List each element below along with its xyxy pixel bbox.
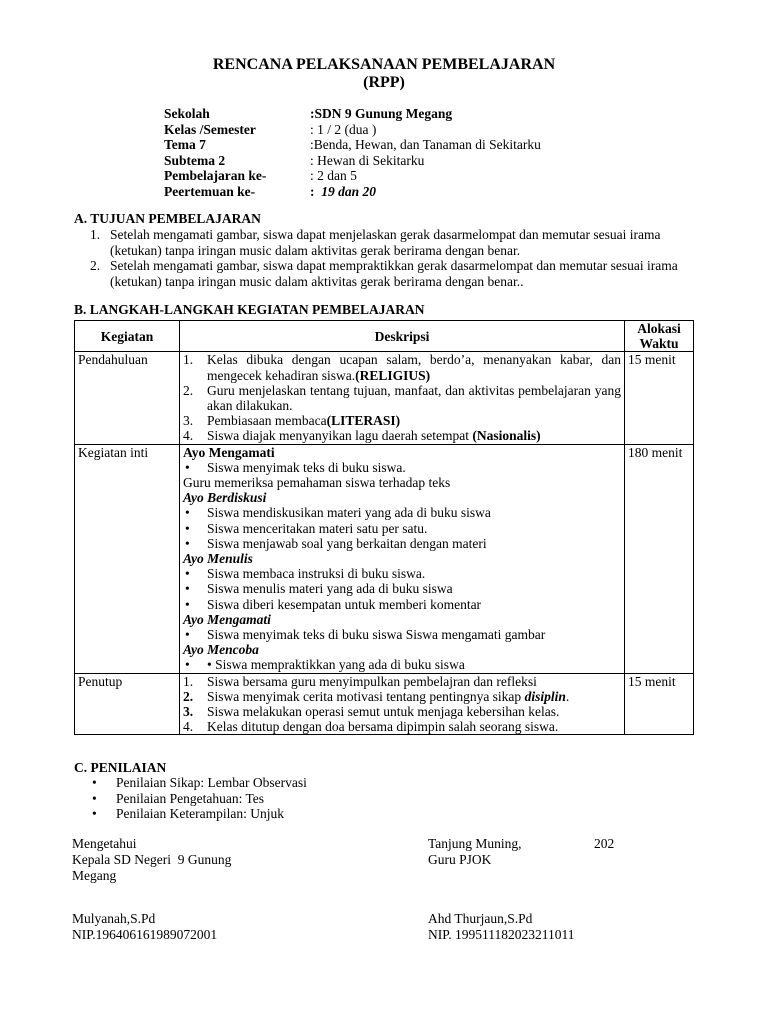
objective-item (90, 258, 690, 289)
bullet-icon: • (185, 581, 190, 597)
list-item (92, 775, 307, 791)
info-label: Pembelajaran ke- (164, 168, 267, 183)
item-number: 1. (90, 227, 101, 242)
activity-time: 180 menit (625, 444, 694, 673)
list-item (92, 791, 307, 807)
info-value: : Hewan di Sekitarku (310, 152, 425, 168)
table-row-pendahuluan (75, 352, 694, 444)
list-item (183, 352, 621, 382)
list-item (183, 719, 621, 734)
info-label: Tema 7 (164, 137, 206, 152)
subheading: Ayo Menulis (183, 551, 253, 567)
activity-description (180, 444, 625, 673)
list-item (183, 597, 621, 612)
value-tag: (LITERASI) (326, 413, 401, 429)
item-text: • Siswa mempraktikkan yang ada di buku siswa (207, 657, 465, 673)
list-item (183, 657, 621, 672)
info-value-prefix: : (310, 183, 322, 199)
signature-right-role: Guru PJOK (428, 852, 492, 867)
table-row-penutup (75, 673, 694, 735)
item-text: Siswa menulis materi yang ada di buku siswa (207, 581, 453, 597)
item-number: 1. (183, 673, 194, 689)
section-b-heading: B. LANGKAH-LANGKAH KEGIATAN PEMBELAJARAN (74, 302, 425, 317)
item-text: Kelas ditutup dengan doa bersama dipimpin salah seorang siswa. (207, 719, 559, 735)
list-item (92, 806, 307, 822)
signature-right-identity (428, 911, 575, 943)
signature-left-line2: Kepala SD Negeri 9 Gunung (72, 852, 232, 867)
info-value: : 1 / 2 (dua ) (310, 121, 377, 137)
bullet-icon: • (92, 806, 97, 821)
item-text: Siswa bersama guru menyimpulkan pembelajran dan refleksi (207, 673, 537, 689)
info-row-tema (164, 137, 541, 153)
section-a-heading: A. TUJUAN PEMBELAJARAN (74, 211, 261, 226)
item-number: 3. (183, 413, 194, 429)
info-value: :SDN 9 Gunung Megang (310, 106, 453, 121)
list-item (183, 566, 621, 581)
value-tag: (RELIGIUS) (355, 367, 431, 383)
info-value: :Benda, Hewan, dan Tanaman di Sekitarku (310, 137, 541, 152)
objective-text: Setelah mengamati gambar, siswa dapat menjelaskan gerak dasarmelompat dan memutar sesuai irama (ketukan) tanpa iringan music dalam aktivitas gerak berirama dengan benar. (110, 227, 661, 258)
signature-left-line3: Megang (72, 868, 117, 883)
list-item (183, 521, 621, 536)
info-row-pembelajaran (164, 168, 541, 184)
bullet-icon: • (185, 566, 190, 582)
column-header-deskripsi: Deskripsi (180, 321, 625, 352)
objective-item (90, 227, 690, 258)
activity-time: 15 menit (625, 673, 694, 735)
info-label: Peertemuan ke- (164, 183, 256, 199)
item-number: 4. (183, 719, 194, 735)
info-value: : 2 dan 5 (310, 168, 357, 183)
info-row-kelas (164, 122, 541, 138)
document-subtitle: (RPP) (363, 74, 405, 91)
subheading: Ayo Mengamati (183, 611, 271, 627)
list-item (183, 689, 621, 704)
signature-right-place: Tanjung Muning, (428, 836, 522, 851)
table-header-row (75, 321, 694, 352)
item-text: Siswa menceritakan materi satu per satu. (207, 520, 428, 536)
signature-right (428, 836, 522, 868)
activity-description (180, 352, 625, 444)
plain-text: Guru memeriksa pemahaman siswa terhadap teks (183, 475, 451, 491)
info-label: Sekolah (164, 106, 210, 121)
item-text: Siswa menyimak teks di buku siswa. (207, 459, 406, 475)
item-tail: . (565, 688, 570, 704)
list-item (183, 704, 621, 719)
table-row-inti (75, 444, 694, 673)
bullet-icon: • (185, 657, 190, 673)
subheading: Ayo Mengamati (183, 444, 275, 460)
value-tag: (Nasionalis) (472, 428, 541, 444)
list-item (183, 536, 621, 551)
objectives-list (90, 227, 690, 289)
subheading: Ayo Mencoba (183, 642, 259, 658)
item-text: Siswa menyimak cerita motivasi tentang pentingnya sikap (207, 688, 525, 704)
item-number: 2. (90, 258, 101, 273)
list-item (183, 460, 621, 475)
bullet-icon: • (185, 505, 190, 521)
info-label: Kelas /Semester (164, 121, 256, 137)
list-item (183, 505, 621, 520)
signature-left-line1: Mengetahui (72, 836, 137, 851)
info-row-sekolah (164, 106, 541, 122)
emphasis-text: disiplin (524, 688, 566, 704)
list-item (183, 674, 621, 689)
list-item (183, 581, 621, 596)
column-header-kegiatan: Kegiatan (75, 321, 180, 352)
bullet-icon: • (185, 520, 190, 536)
item-text: Penilaian Sikap: Lembar Observasi (116, 775, 307, 790)
item-number: 1. (183, 352, 194, 368)
item-text: Penilaian Pengetahuan: Tes (116, 790, 265, 806)
info-label: Subtema 2 (164, 152, 226, 168)
activity-table (74, 320, 694, 735)
signature-right-year: 202 (594, 836, 615, 851)
signature-left (72, 836, 231, 884)
column-header-alokasi: Alokasi Waktu (625, 321, 694, 352)
activity-time: 15 menit (625, 352, 694, 444)
bullet-icon: • (185, 596, 190, 612)
item-text: Siswa diberi kesempatan untuk memberi komentar (207, 596, 482, 612)
section-c-heading: C. PENILAIAN (74, 760, 167, 775)
signature-right-name: Ahd Thurjaun,S.Pd (428, 911, 533, 926)
list-item (183, 428, 621, 443)
item-text: Siswa menyimak teks di buku siswa Siswa mengamati gambar (207, 627, 546, 643)
activity-label: Pendahuluan (75, 352, 180, 444)
objective-text: Setelah mengamati gambar, siswa dapat mempraktikkan gerak dasarmelompat dan memutar sesuai irama (ketukan) tanpa iringan music dalam aktivitas gerak berirama dengan benar.. (110, 258, 678, 289)
info-row-subtema (164, 153, 541, 169)
item-text: Siswa mendiskusikan materi yang ada di buku siswa (207, 505, 491, 521)
item-number: 2. (183, 382, 194, 398)
item-text: Guru menjelaskan tentang tujuan, manfaat, dan aktivitas pembelajaran yang akan dilakukan. (207, 382, 621, 414)
document-title: RENCANA PELAKSANAAN PEMBELAJARAN (212, 56, 556, 73)
signature-right-nip: NIP. 199511182023211011 (428, 927, 575, 942)
item-text: Penilaian Keterampilan: Unjuk (116, 806, 284, 821)
item-text: Kelas dibuka dengan ucapan salam, berdo’a, menanyakan kabar, dan mengecek kehadiran siswa. (207, 352, 621, 383)
list-item (183, 383, 621, 413)
bullet-icon: • (92, 775, 97, 790)
info-row-pertemuan (164, 184, 541, 200)
bullet-icon: • (185, 535, 190, 551)
activity-label: Kegiatan inti (75, 444, 180, 673)
identity-block (164, 106, 541, 199)
item-text: Siswa diajak menyanyikan lagu daerah setempat (207, 428, 473, 444)
item-text: Siswa menjawab soal yang berkaitan dengan materi (207, 535, 487, 551)
bullet-icon: • (185, 627, 190, 643)
item-number: 4. (183, 428, 194, 444)
activity-description (180, 673, 625, 735)
item-text: Pembiasaan membaca (207, 413, 327, 429)
item-text: Siswa membaca instruksi di buku siswa. (207, 566, 426, 582)
info-value: 19 dan 20 (321, 183, 377, 199)
activity-label: Penutup (75, 673, 180, 735)
assessment-list (92, 775, 307, 822)
signature-left-identity (72, 911, 217, 943)
bullet-icon: • (185, 459, 190, 475)
signature-left-name: Mulyanah,S.Pd (72, 911, 156, 926)
list-item (183, 627, 621, 642)
item-text: Siswa melakukan operasi semut untuk menjaga kebersihan kelas. (207, 704, 560, 720)
subheading: Ayo Berdiskusi (183, 490, 267, 506)
list-item (183, 413, 621, 428)
signature-left-nip: NIP.196406161989072001 (72, 927, 218, 942)
bullet-icon: • (92, 790, 97, 806)
item-number: 2. (183, 688, 194, 704)
item-number: 3. (183, 704, 194, 720)
